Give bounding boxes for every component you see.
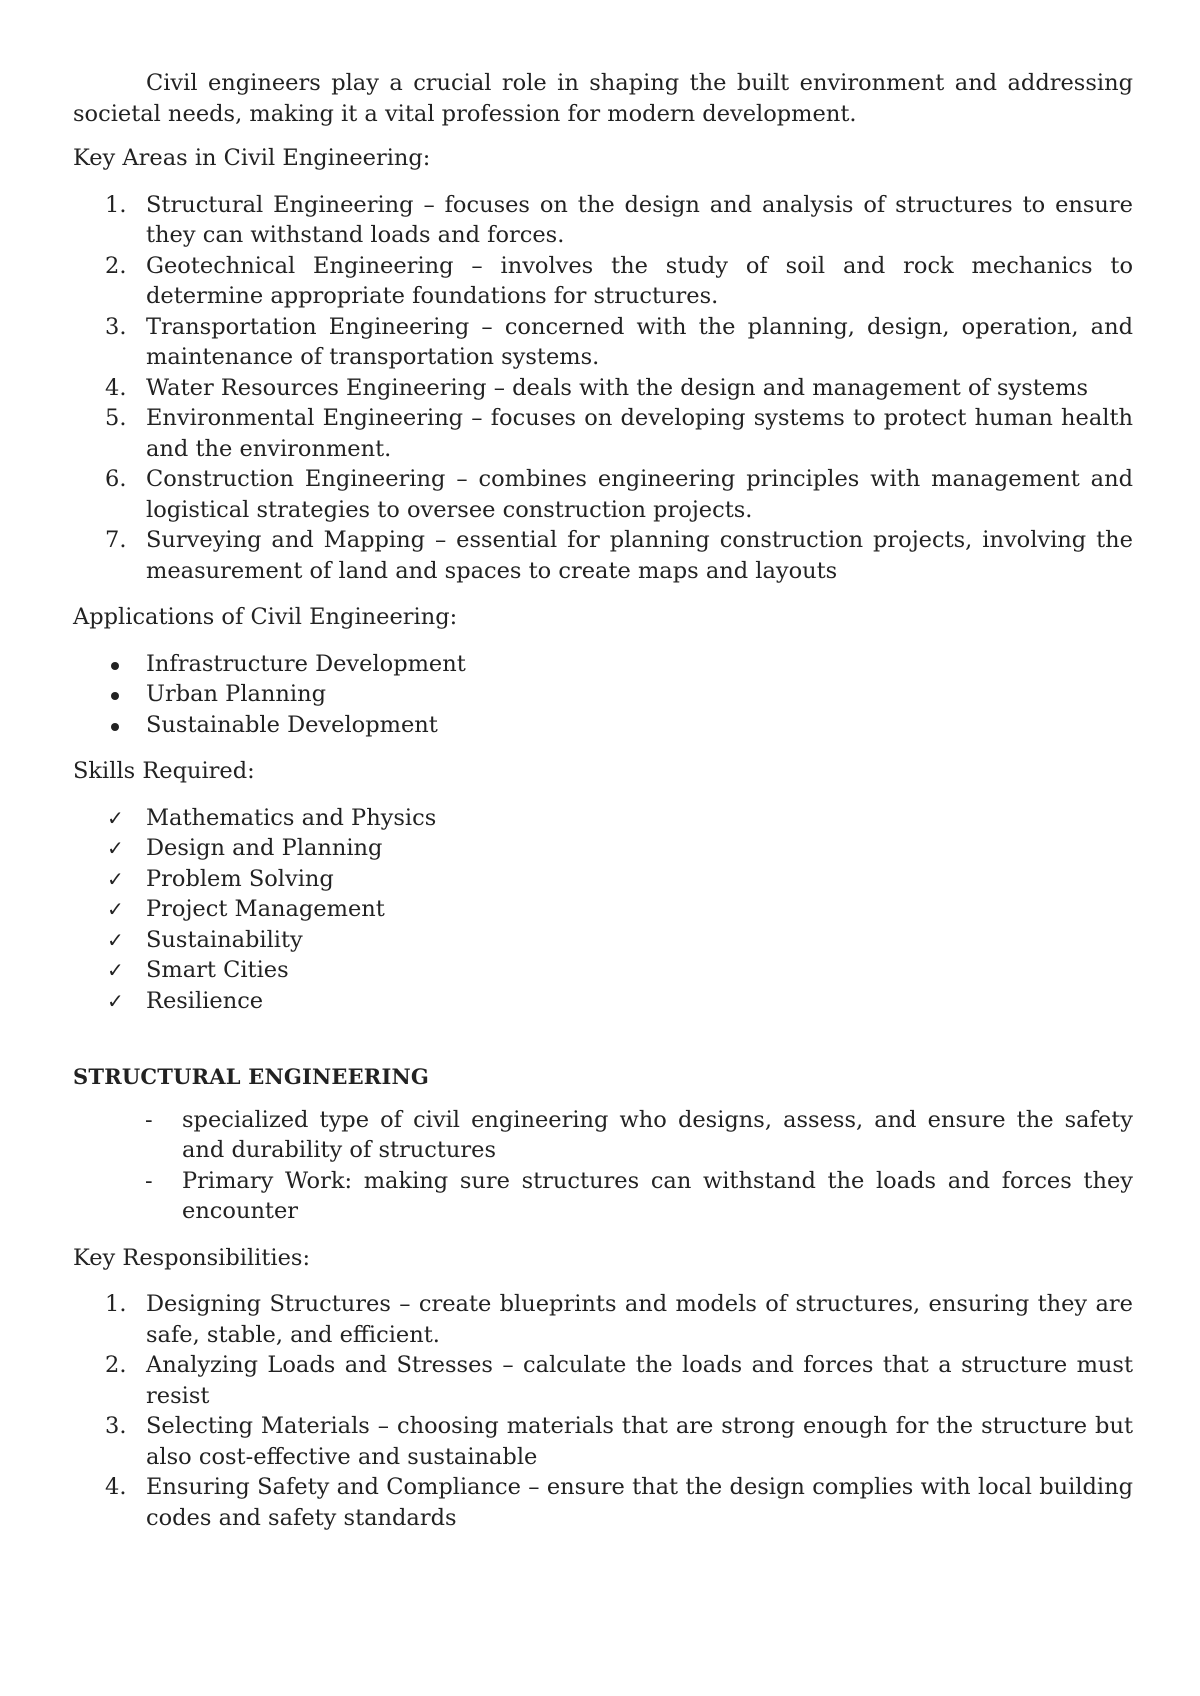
- skills-label: Skills Required:: [73, 758, 255, 784]
- list-number: 5.: [105, 405, 127, 431]
- list-item: [73, 649, 1133, 680]
- checkmark-icon: ✓: [107, 805, 124, 830]
- checkmark-icon: ✓: [107, 836, 124, 860]
- list-item: [73, 1105, 1133, 1166]
- list-item: [73, 710, 1133, 741]
- list-item-text: specialized type of civil engineering who designs, assess, and ensure the safety and durability of structures: [182, 1106, 1133, 1163]
- responsibilities-list: [73, 1289, 1133, 1533]
- list-item-text: Structural Engineering – focuses on the design and analysis of structures to ensure they can withstand loads and forces.: [146, 191, 1133, 248]
- list-item-text: Water Resources Engineering – deals with the design and management of systems: [146, 374, 1089, 401]
- list-item-text: Transportation Engineering – concerned with the planning, design, operation, and maintenance of transportation systems.: [146, 313, 1133, 370]
- list-number: 2.: [105, 1352, 127, 1378]
- key-areas-list: [73, 190, 1133, 587]
- list-item-text: Primary Work: making sure structures can withstand the loads and forces they encounter: [182, 1167, 1133, 1224]
- list-item-text: Urban Planning: [146, 681, 326, 707]
- list-item: [73, 894, 1133, 925]
- key-areas-label: Key Areas in Civil Engineering:: [73, 145, 431, 171]
- applications-list: [73, 649, 1133, 741]
- list-item: [73, 251, 1133, 312]
- bullet-icon: [111, 723, 119, 731]
- list-item-text: Analyzing Loads and Stresses – calculate the loads and forces that a structure must resist: [146, 1352, 1133, 1409]
- checkmark-icon: ✓: [107, 988, 124, 1013]
- list-item-text: Geotechnical Engineering – involves the study of soil and rock mechanics to determine appropriate foundations for structures.: [146, 252, 1133, 309]
- list-item-text: Smart Cities: [146, 957, 289, 983]
- list-number: 7.: [105, 527, 127, 553]
- list-item: [73, 373, 1133, 404]
- list-item: [73, 525, 1133, 586]
- applications-label: Applications of Civil Engineering:: [73, 604, 458, 630]
- list-item-text: Sustainability: [146, 926, 303, 953]
- list-item-text: Sustainable Development: [146, 711, 438, 738]
- structural-points-list: [73, 1105, 1133, 1227]
- list-number: 1.: [105, 191, 127, 218]
- checkmark-icon: ✓: [107, 897, 124, 921]
- list-item: [73, 190, 1133, 251]
- list-item-text: Resilience: [146, 987, 264, 1014]
- list-item: [73, 833, 1133, 864]
- list-item: [73, 464, 1133, 525]
- list-number: 4.: [105, 374, 127, 401]
- list-number: 4.: [105, 1474, 127, 1500]
- document-page: [73, 68, 1133, 1549]
- dash-marker: -: [145, 1106, 153, 1133]
- intro-paragraph: Civil engineers play a crucial role in shaping the built environment and addressing societal needs, making it a vital profession for modern development.: [73, 70, 1133, 127]
- list-item-text: Ensuring Safety and Compliance – ensure that the design complies with local building codes and safety standards: [146, 1474, 1133, 1531]
- list-item: [73, 955, 1133, 986]
- responsibilities-label: Key Responsibilities:: [73, 1244, 311, 1271]
- list-item-text: Design and Planning: [146, 835, 383, 861]
- list-item-text: Environmental Engineering – focuses on developing systems to protect human health and the environment.: [146, 405, 1133, 462]
- list-item: [73, 1350, 1133, 1411]
- list-item: [73, 312, 1133, 373]
- list-item-text: Mathematics and Physics: [146, 804, 437, 831]
- list-item-text: Construction Engineering – combines engineering principles with management and logistical strategies to oversee construction projects.: [146, 466, 1133, 523]
- list-number: 6.: [105, 466, 127, 492]
- checkmark-icon: ✓: [107, 927, 124, 952]
- skills-list: [73, 803, 1133, 1017]
- list-item-text: Selecting Materials – choosing materials that are strong enough for the structure but also cost-effective and sustainable: [146, 1413, 1133, 1470]
- section-title: STRUCTURAL ENGINEERING: [73, 1064, 430, 1089]
- list-number: 3.: [105, 1413, 127, 1439]
- list-item-text: Surveying and Mapping – essential for planning construction projects, involving the measurement of land and spaces to create maps and layouts: [146, 527, 1133, 584]
- dash-marker: -: [145, 1167, 153, 1194]
- list-item: [73, 1411, 1133, 1472]
- bullet-icon: [111, 662, 119, 670]
- list-item: [73, 1472, 1133, 1533]
- list-item: [73, 925, 1133, 956]
- list-number: 2.: [105, 252, 127, 279]
- list-item: [73, 403, 1133, 464]
- list-number: 3.: [105, 313, 127, 340]
- bullet-icon: [111, 692, 119, 700]
- checkmark-icon: ✓: [107, 866, 124, 891]
- list-item: [73, 679, 1133, 710]
- list-item-text: Problem Solving: [146, 865, 334, 892]
- list-item: [73, 986, 1133, 1017]
- list-item: [73, 864, 1133, 895]
- list-number: 1.: [105, 1291, 127, 1317]
- list-item: [73, 1289, 1133, 1350]
- checkmark-icon: ✓: [107, 958, 124, 982]
- list-item: [73, 1166, 1133, 1227]
- list-item-text: Designing Structures – create blueprints and models of structures, ensuring they are safe, stable, and efficient.: [146, 1291, 1133, 1348]
- list-item-text: Infrastructure Development: [146, 650, 466, 677]
- list-item: [73, 803, 1133, 834]
- list-item-text: Project Management: [146, 896, 385, 922]
